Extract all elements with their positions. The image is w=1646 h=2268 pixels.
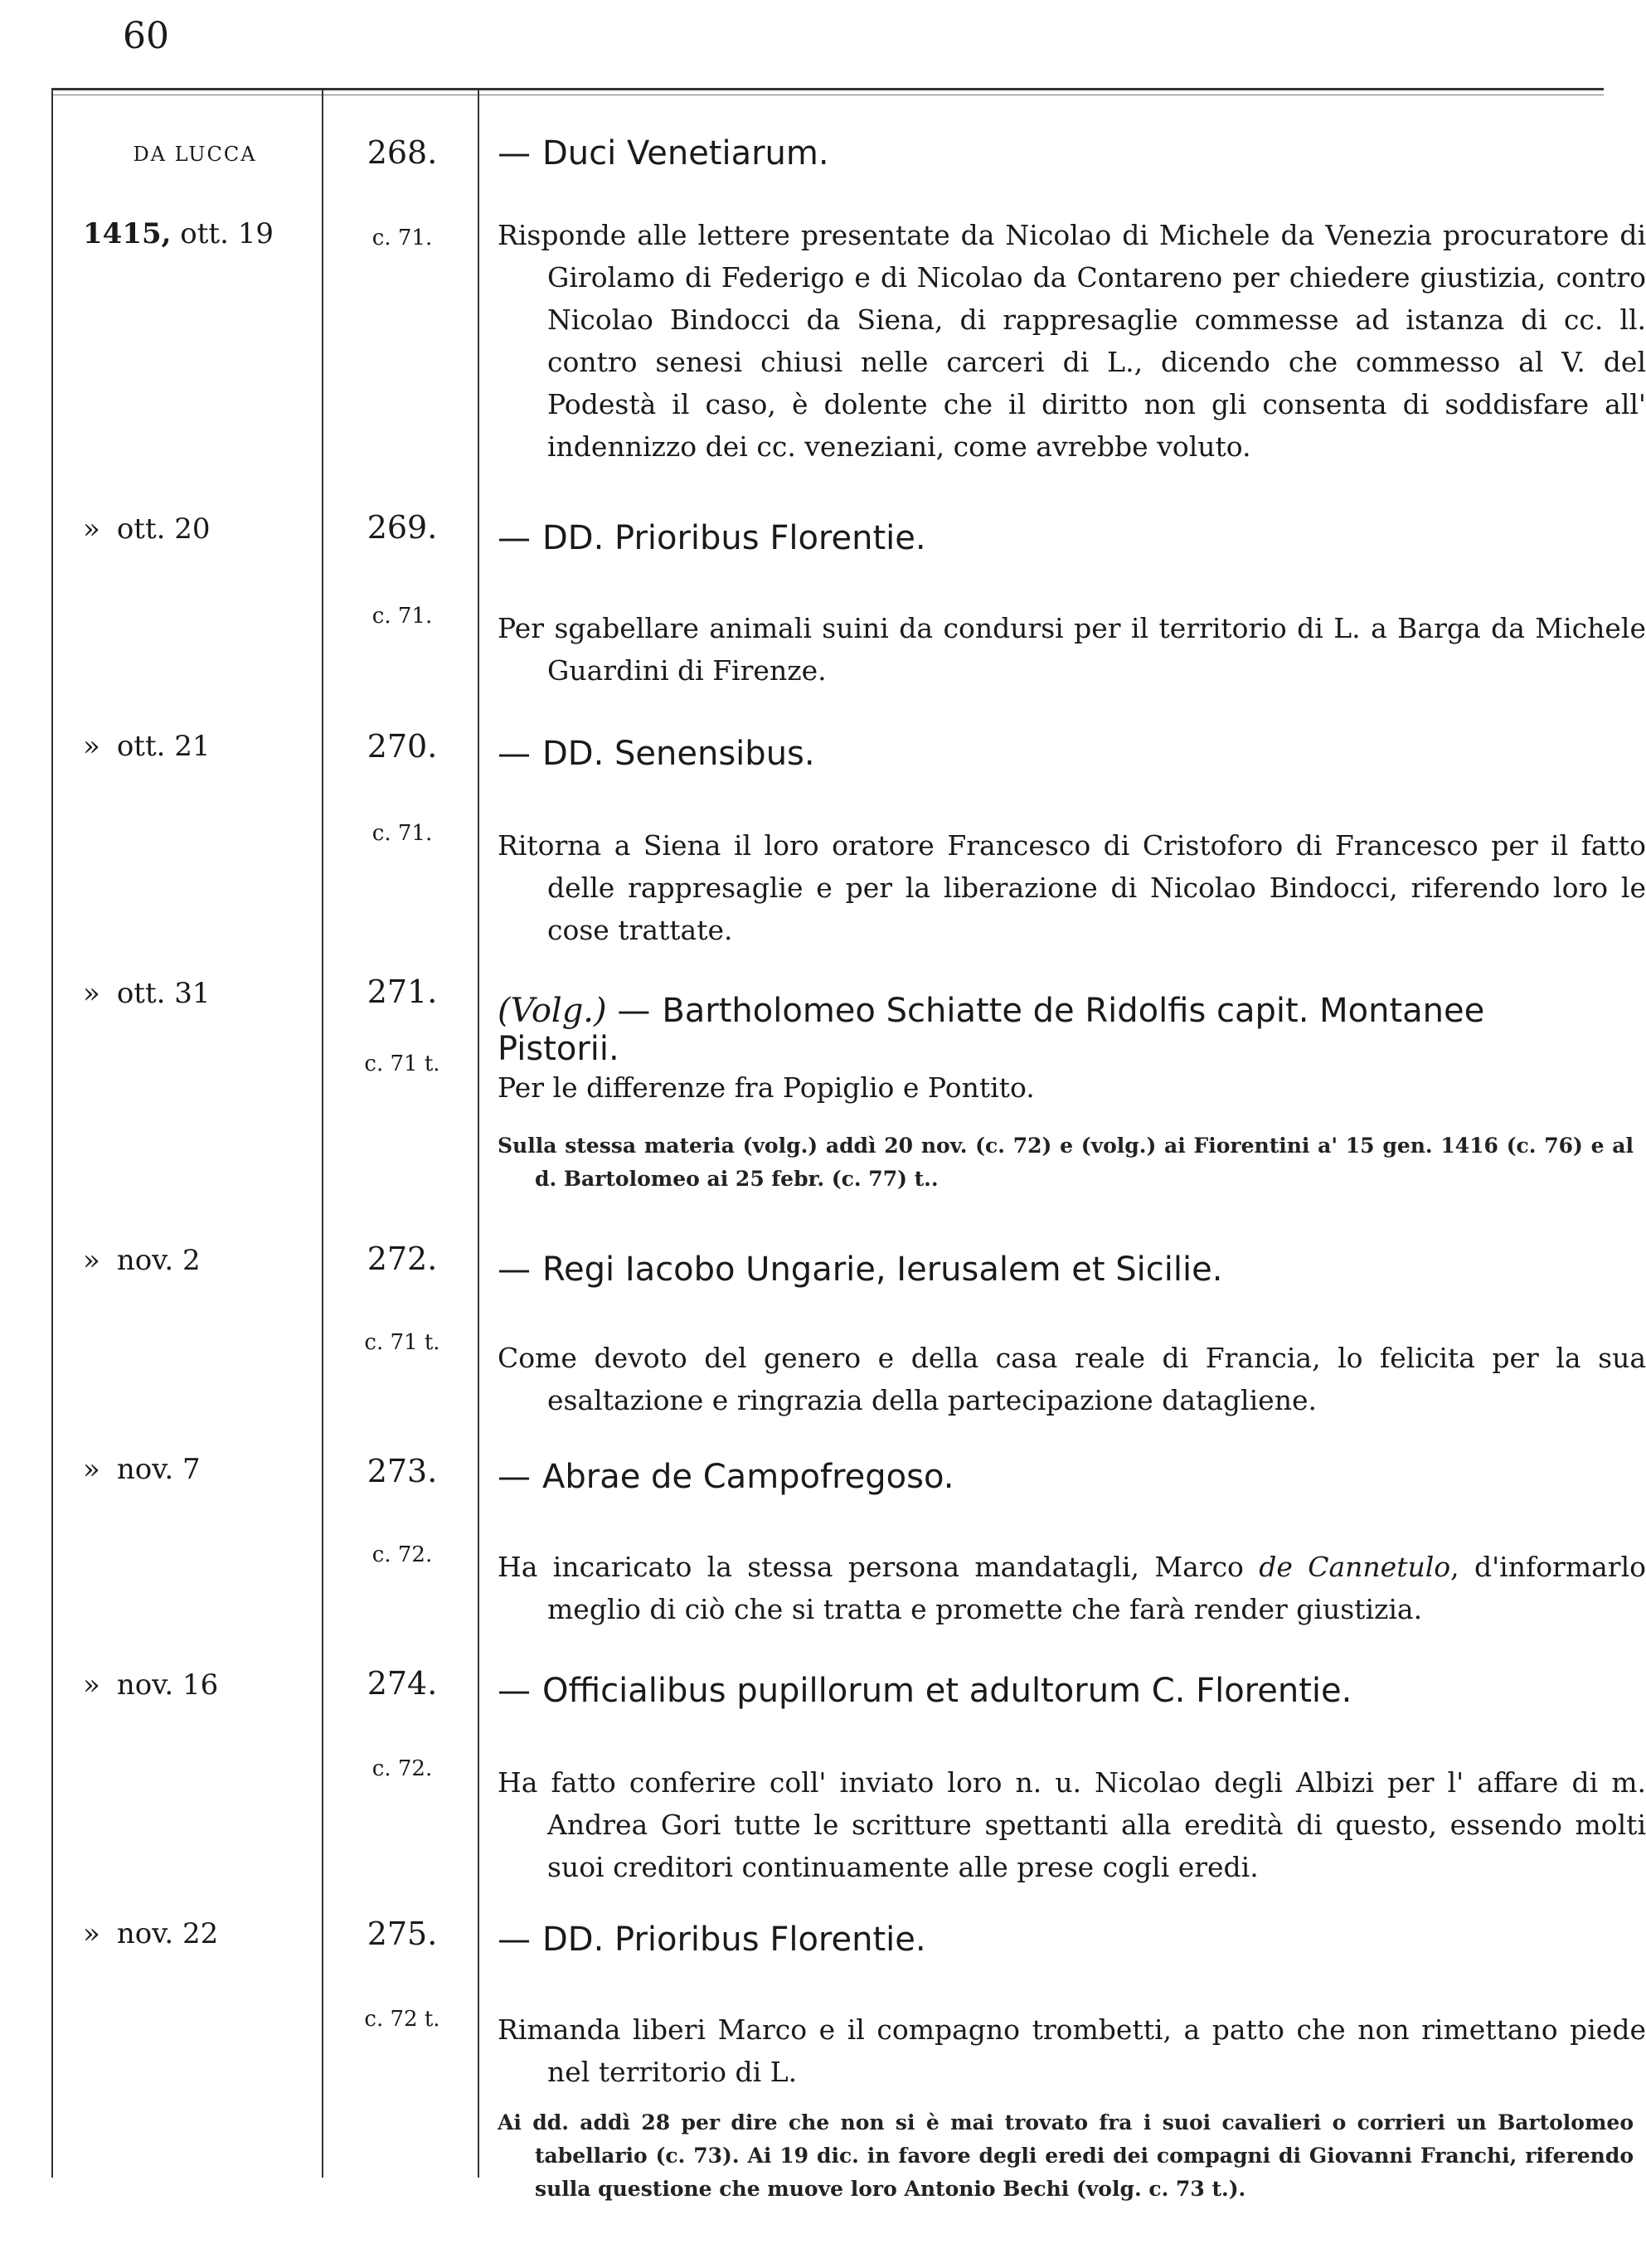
entry-number: 273. [367,1453,438,1489]
column-rule-left [51,88,53,2178]
entry-title: — Duci Venetiarum. [498,134,829,172]
entry-reference: c. 71. [371,226,433,250]
italic-name: de Cannetulo [1259,1551,1451,1583]
entry-body: Per le differenze fra Popiglio e Pontito. [498,1071,1035,1104]
entry-body: Ha incaricato la stessa persona mandatagli, Marco de Cannetulo, d'informarlo meglio di ciò che si tratta e promette che farà render giustizia. [498,1551,1646,1625]
entry-reference: c. 71 t. [364,1051,440,1076]
entry-body: Rimanda liberi Marco e il compagno trombetti, a patto che non rimettano piede nel territorio di L. [498,2013,1646,2088]
entry-title: — DD. Prioribus Florentie. [498,519,926,557]
entry-number: 270. [367,728,438,765]
entry-reference: c. 72. [371,1756,433,1781]
entry-body: Ritorna a Siena il loro oratore Francesco di Cristoforo di Francesco per il fatto delle rappresaglie e per la liberazione di Nicolao Bindocci, riferendo loro le cose trattate. [498,829,1646,946]
entry-title: (Volg.) — Bartholomeo Schiatte de Ridolfis capit. Montanee Pistorii. [498,992,1485,1068]
entry-date [83,217,307,250]
entry-day: ott. 19 [180,217,274,250]
entry-number: 272. [367,1241,438,1277]
entry-number: 275. [367,1916,438,1952]
entry-date: » nov. 16 [83,1668,219,1702]
entry-number: 269. [367,509,438,546]
entry-reference: c. 71. [371,821,433,846]
entry-number: 271. [367,974,438,1010]
entry-date: » nov. 2 [83,1244,201,1277]
entry-note: Sulla stessa materia (volg.) addì 20 nov. (c. 72) e (volg.) ai Fiorentini a' 15 gen. 1416 (c. 76) e al d. Bartolomeo ai 25 febr. (c. 77) t.. [498,1134,1634,1191]
entry-date: » ott. 21 [83,730,211,763]
entry-body: Per sgabellare animali suini da condursi per il territorio di L. a Barga da Michele Guardini di Firenze. [498,612,1646,687]
entry-reference: c. 72 t. [364,2007,440,2032]
entry-note: Ai dd. addì 28 per dire che non si è mai trovato fra i suoi cavalieri o corrieri un Bartolomeo tabellario (c. 73). Ai 19 dic. in favore degli eredi dei compagni di Giovanni Franchi, riferendo sulla questione che muove loro Antonio Bechi (volg. c. 73 t.). [498,2110,1634,2201]
entry-date: » nov. 22 [83,1917,219,1950]
column-rule-date [322,88,323,2178]
place-label: DA LUCCA [133,143,257,166]
entry-title: — Abrae de Campofregoso. [498,1458,954,1496]
entry-reference: c. 71. [371,604,433,629]
entry-reference: c. 71 t. [364,1330,440,1355]
page-number: 60 [123,15,169,57]
entry-title: — Regi Iacobo Ungarie, Ierusalem et Sicilie. [498,1251,1223,1289]
entry-body: Risponde alle lettere presentate da Nicolao di Michele da Venezia procuratore di Girolamo di Federigo e di Nicolao da Contareno per chiedere giustizia, contro Nicolao Bindocci da Siena, di rappresaglie commesse ad istanza di cc. ll. contro senesi chiusi nelle carceri di L., dicendo che commesso al V. del Podestà il caso, è dolente che il diritto non gli consenta di soddisfare all' indennizzo dei cc. veneziani, come avrebbe voluto. [498,219,1646,463]
column-rule-number [478,88,479,2178]
entry-number: 274. [367,1665,438,1702]
entry-body: Come devoto del genero e della casa reale di Francia, lo felicita per la sua esaltazione e ringrazia della partecipazione datagliene. [498,1342,1646,1416]
entry-date: » nov. 7 [83,1453,201,1486]
entry-title: — DD. Prioribus Florentie. [498,1921,926,1959]
entry-date: » ott. 31 [83,977,211,1010]
entry-number: 268. [367,134,438,171]
entry-body: Ha fatto conferire coll' inviato loro n. u. Nicolao degli Albizi per l' affare di m. Andrea Gori tutte le scritture spettanti alla eredità di questo, essendo molti suoi creditori continuamente alle prese cogli eredi. [498,1766,1646,1883]
entry-title: — DD. Senensibus. [498,735,815,773]
entry-reference: c. 72. [371,1542,433,1567]
entry-title: — Officialibus pupillorum et adultorum C. Florentie. [498,1672,1352,1710]
entry-year: 1415, [83,217,172,250]
entry-date: » ott. 20 [83,512,211,546]
header-rule [51,88,1604,90]
